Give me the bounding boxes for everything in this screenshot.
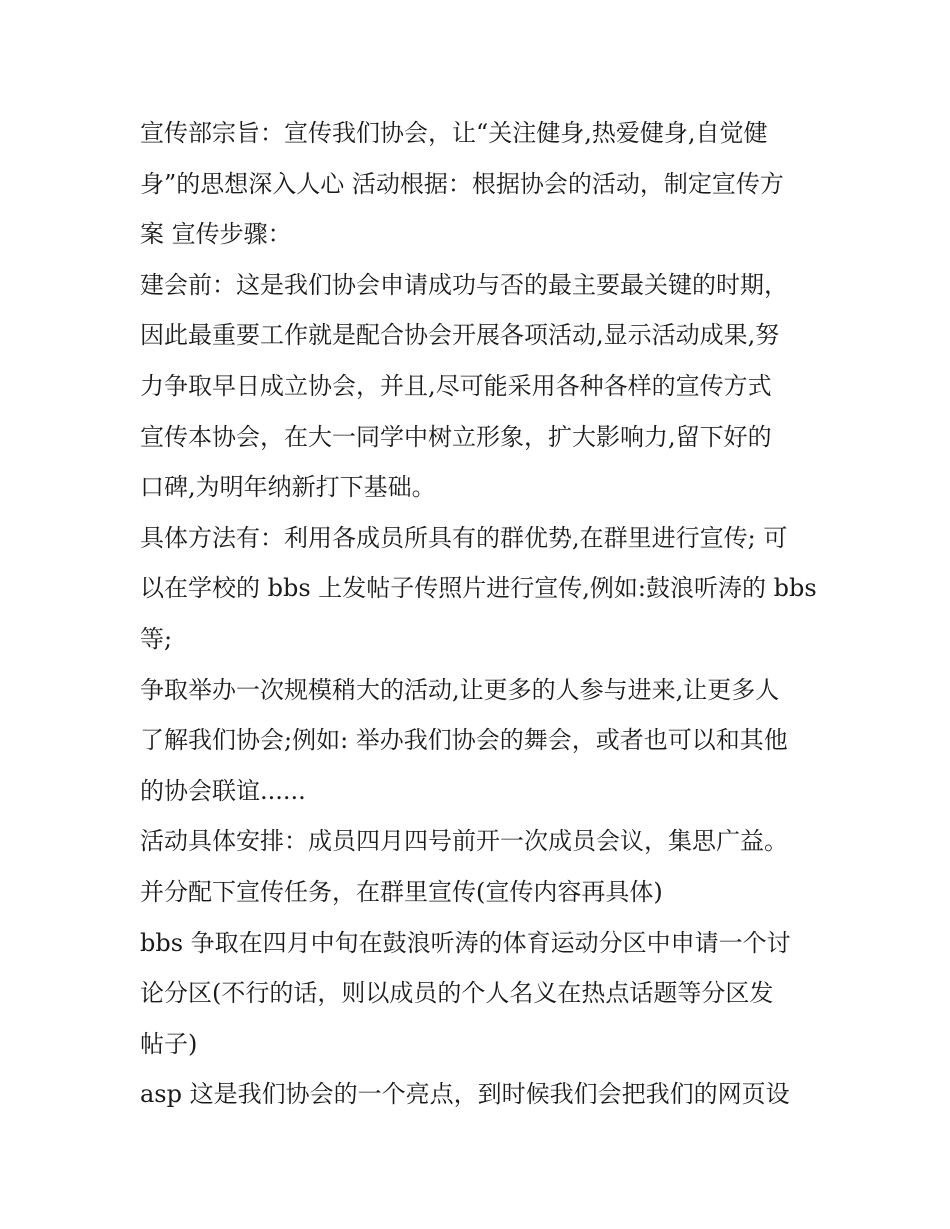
text-line: 的协会联谊...... bbox=[140, 776, 306, 805]
text-line: 论分区(不行的话，则以成员的个人名义在热点话题等分区发 bbox=[140, 979, 774, 1008]
text-line: 宣传本协会，在大一同学中树立形象，扩大影响力,留下好的 bbox=[140, 422, 772, 451]
text-line: 以在学校的 bbs 上发帖子传照片进行宣传,例如:鼓浪听涛的 bbs bbox=[140, 574, 817, 603]
text-line: 身”的思想深入人心 活动根据：根据协会的活动，制定宣传方 bbox=[140, 169, 784, 198]
document-body bbox=[140, 108, 820, 1120]
text-line: 具体方法有：利用各成员所具有的群优势,在群里进行宣传; 可 bbox=[140, 523, 788, 552]
text-line: 因此最重要工作就是配合协会开展各项活动,显示活动成果,努 bbox=[140, 321, 780, 350]
text-line: asp 这是我们协会的一个亮点，到时候我们会把我们的网页设 bbox=[140, 1080, 790, 1109]
text-line: 力争取早日成立协会，并且,尽可能采用各种各样的宣传方式 bbox=[140, 371, 772, 400]
text-line: 案 宣传步骤： bbox=[140, 220, 292, 249]
text-line: 宣传部宗旨：宣传我们协会，让“关注健身,热爱健身,自觉健 bbox=[140, 119, 768, 147]
text-line: 口碑,为明年纳新打下基础。 bbox=[140, 473, 436, 502]
text-line: 帖子) bbox=[140, 1029, 198, 1058]
text-line: 等; bbox=[140, 624, 173, 653]
text-line: 建会前：这是我们协会申请成功与否的最主要最关键的时期， bbox=[140, 270, 788, 299]
text-line: 活动具体安排：成员四月四号前开一次成员会议，集思广益。 bbox=[140, 827, 788, 856]
text-line: 了解我们协会;例如: 举办我们协会的舞会，或者也可以和其他 bbox=[140, 726, 788, 755]
text-line: 并分配下宣传任务，在群里宣传(宣传内容再具体) bbox=[140, 877, 663, 906]
text-line: 争取举办一次规模稍大的活动,让更多的人参与进来,让更多人 bbox=[140, 675, 780, 704]
text-line: bbs 争取在四月中旬在鼓浪听涛的体育运动分区中申请一个讨 bbox=[140, 928, 791, 957]
